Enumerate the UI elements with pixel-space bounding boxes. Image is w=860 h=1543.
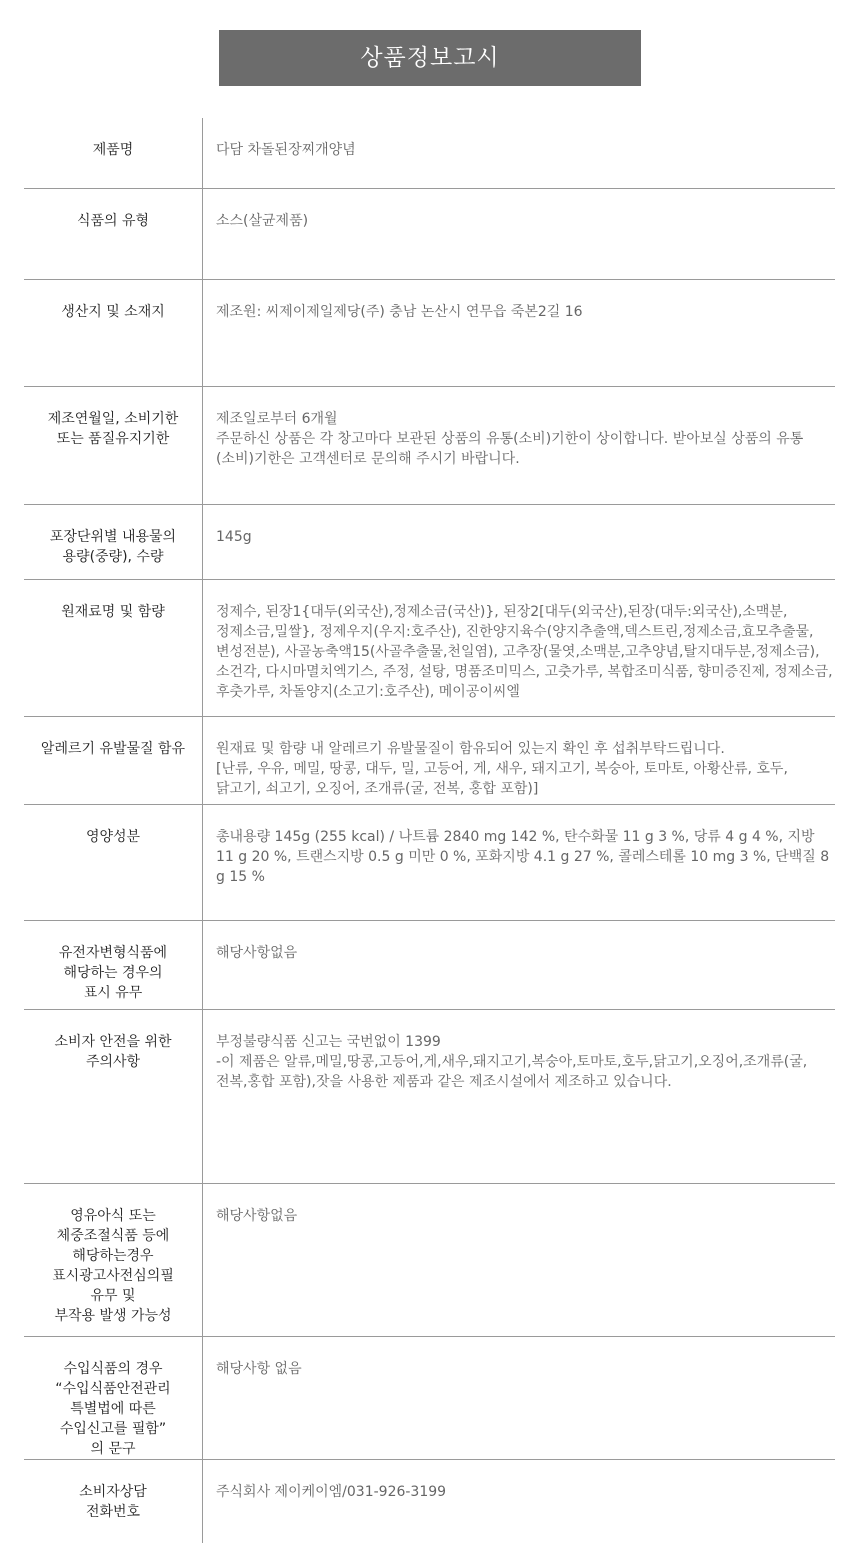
label-line: 영유아식 또는 [70,1207,156,1224]
table-row-product-name [24,118,835,188]
value-line: 소스(살균제품) [216,212,309,229]
row-label [24,1183,203,1336]
row-label [24,804,203,920]
row-value [203,920,836,1009]
label-line: 생산지 및 소재지 [61,303,165,320]
row-label [24,579,203,716]
label-line: 또는 품질유지기한 [56,430,170,447]
value-line: 해당사항없음 [216,944,298,961]
label-line: 해당하는경우 [72,1247,154,1264]
table-row-contact [24,1459,835,1543]
value-line: 부정불량식품 신고는 국번없이 1399 [216,1033,441,1050]
row-value [203,579,836,716]
row-label [24,1459,203,1543]
value-line: 해당사항없음 [216,1207,298,1224]
label-line: 제조연월일, 소비기한 [47,410,179,427]
row-value [203,1336,836,1459]
label-line: 전화번호 [85,1503,141,1520]
value-line: 제조일로부터 6개월 [216,410,338,427]
row-value [203,279,836,386]
row-value [203,1183,836,1336]
label-line: 수입식품의 경우 [63,1360,163,1377]
value-line: 제조원: 씨제이제일제당(주) 충남 논산시 연무읍 죽본2길 16 [216,303,583,320]
value-line: 해당사항 없음 [216,1360,302,1377]
label-line: “수입식품안전관리 [55,1380,171,1397]
table-row-expiry [24,386,835,504]
value-line: -이 제품은 알류,메밀,땅콩,고등어,게,새우,돼지고기,복숭아,토마토,호두,닭고기,오징어,조개류(굴,전복,홍합 포함),잣을 사용한 제품과 같은 제조시설에서 제조하고 있습니다. [216,1053,808,1090]
row-value [203,716,836,804]
product-info-table [24,118,835,1543]
label-line: 표시 유무 [83,984,143,1001]
row-label [24,1009,203,1183]
row-label [24,1336,203,1459]
label-line: 부작용 발생 가능성 [54,1307,172,1324]
row-value [203,804,836,920]
table-row-imported-food [24,1336,835,1459]
label-line: 알레르기 유발물질 함유 [40,740,186,757]
table-row-origin [24,279,835,386]
value-line: [난류, 우유, 메밀, 땅콩, 대두, 밀, 고등어, 게, 새우, 돼지고기, 복숭아, 토마토, 아황산류, 호두, 닭고기, 쇠고기, 오징어, 조개류(굴, 전복, 홍합 포함)] [216,760,788,797]
row-label [24,716,203,804]
table-row-infant-food [24,1183,835,1336]
label-line: 용량(중량), 수량 [62,548,164,565]
row-value [203,188,836,279]
label-line: 원재료명 및 함량 [61,603,165,620]
label-line: 수입신고를 필함” [59,1420,167,1437]
table-row-ingredients [24,579,835,716]
label-line: 해당하는 경우의 [63,964,163,981]
page-title: 상품정보고시 [219,30,641,86]
label-line: 유전자변형식품에 [58,944,168,961]
row-label [24,920,203,1009]
table-row-allergens [24,716,835,804]
table-row-food-type [24,188,835,279]
row-value [203,1009,836,1183]
table-row-nutrition [24,804,835,920]
label-line: 체중조절식품 등에 [56,1227,170,1244]
value-line: 정제수, 된장1{대두(외국산),정제소금(국산)}, 된장2[대두(외국산),된장(대두:외국산),소맥분,정제소금,밀쌀}, 정제우지(우지:호주산), 진한양지육수(양지추출액,덱스트린,정제소금,효모추출물,변성전분), 사골농축액15(사골추출물,천일염), 고추장(물엿,소맥분,고추양념,탈지대두분,정제소금), 소건각, 다시마멸치엑기스, 주정, 설탕, 명품조미믹스, 고춧가루, 복합조미식품, 향미증진제, 정제소금, 후춧가루, 차돌양지(소고기:호주산), 메이공이씨엘 [216,603,833,700]
label-line: 소비자 안전을 위한 [54,1033,172,1050]
value-line: 총내용량 145g (255 kcal) / 나트륨 2840 mg 142 %, 탄수화물 11 g 3 %, 당류 4 g 4 %, 지방 11 g 20 %, 트랜스지방 0.5 g 미만 0 %, 포화지방 4.1 g 27 %, 콜레스테롤 10 mg 3 %, 단백질 8 g 15 % [216,828,830,885]
row-label [24,188,203,279]
row-value [203,386,836,504]
row-value [203,504,836,579]
row-value [203,118,836,188]
label-line: 특별법에 따른 [70,1400,156,1417]
label-line: 영양성분 [85,828,141,845]
row-label [24,386,203,504]
value-line: 원재료 및 함량 내 알레르기 유발물질이 함유되어 있는지 확인 후 섭취부탁드립니다. [216,740,725,757]
label-line: 포장단위별 내용물의 [49,528,177,545]
label-line: 의 문구 [90,1440,136,1457]
label-line: 제품명 [92,142,134,158]
label-line: 식품의 유형 [76,212,150,229]
value-line: 145g [216,528,252,545]
label-line: 유무 및 [90,1287,136,1304]
value-line: 다담 차돌된장찌개양념 [216,142,356,158]
table-row-safety [24,1009,835,1183]
row-label [24,504,203,579]
row-label [24,279,203,386]
label-line: 소비자상담 [79,1483,147,1500]
label-line: 주의사항 [85,1053,141,1070]
value-line: 주문하신 상품은 각 창고마다 보관된 상품의 유통(소비)기한이 상이합니다. 받아보실 상품의 유통(소비)기한은 고객센터로 문의해 주시기 바랍니다. [216,430,804,467]
table-row-gmo [24,920,835,1009]
row-value [203,1459,836,1543]
label-line: 표시광고사전심의필 [52,1267,174,1284]
table-row-capacity [24,504,835,579]
row-label [24,118,203,188]
value-line: 주식회사 제이케이엠/031-926-3199 [216,1483,447,1500]
